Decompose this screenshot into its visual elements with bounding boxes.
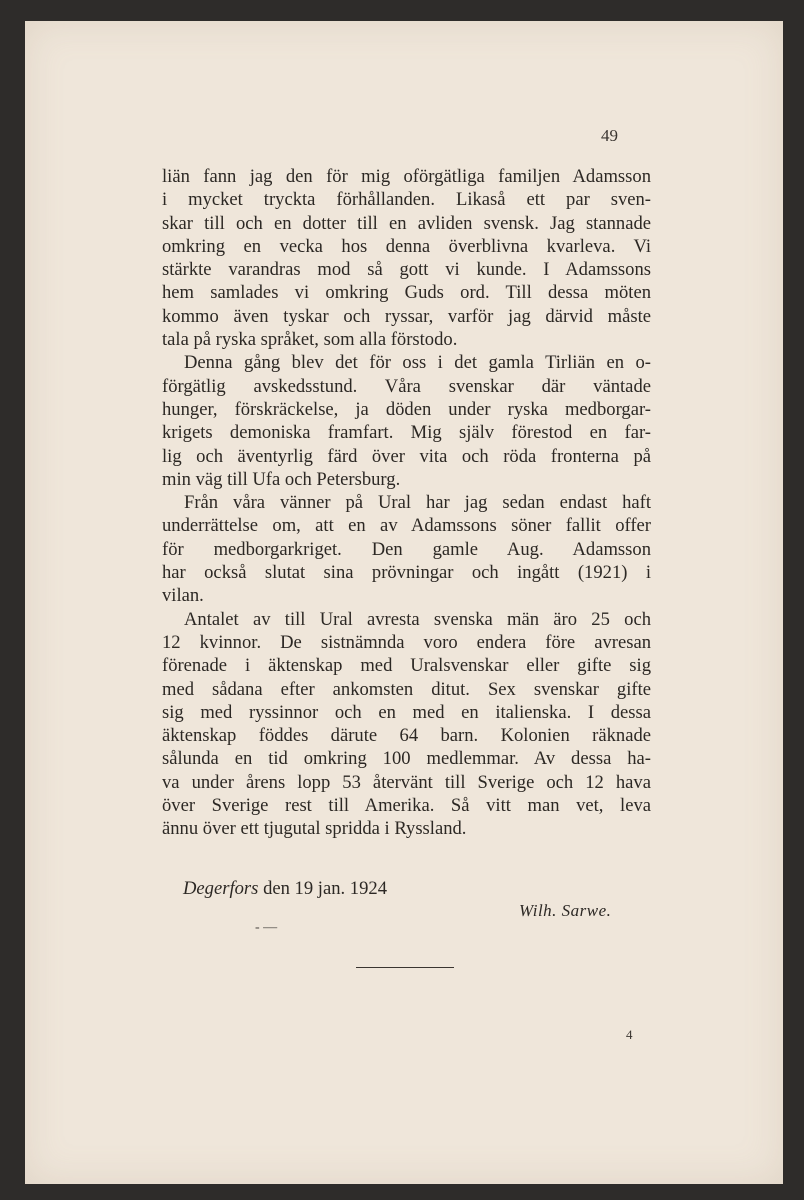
- paragraph: [162, 608, 651, 841]
- text-line: Denna gång blev det för oss i det gamla Tirliän en o-: [184, 352, 651, 374]
- text-line: vilan.: [162, 585, 204, 607]
- text-line: sig med ryssinnor och en med en italienska. I dessa: [162, 701, 651, 723]
- page-number: 49: [601, 126, 618, 145]
- book-page: [25, 21, 783, 1184]
- paragraph: [162, 491, 651, 607]
- text-line: liän fann jag den för mig oförgätliga familjen Adamsson: [162, 166, 651, 187]
- text-line: har också slutat sina prövningar och ingått (1921) i: [162, 562, 651, 584]
- text-line: krigets demoniska framfart. Mig själv förestod en far-: [162, 422, 651, 444]
- printer-signature-mark: 4: [626, 1027, 633, 1042]
- stray-dash-mark: - —: [255, 920, 278, 935]
- text-line: underrättelse om, att en av Adamssons söner fallit offer: [162, 515, 651, 537]
- dateline: [183, 878, 387, 900]
- paragraph: [162, 165, 651, 351]
- closing-rule: [356, 967, 454, 968]
- text-line: Från våra vänner på Ural har jag sedan endast haft: [184, 492, 651, 514]
- paragraph: [162, 351, 651, 491]
- text-line: min väg till Ufa och Petersburg.: [162, 468, 401, 490]
- text-line: lig och äventyrlig färd över vita och röda fronterna på: [162, 445, 651, 467]
- text-line: skar till och en dotter till en avliden svensk. Jag stannade: [162, 212, 651, 234]
- text-line: ännu över ett tjugutal spridda i Ryssland.: [162, 818, 467, 840]
- text-line: tala på ryska språket, som alla förstodo.: [162, 329, 458, 351]
- text-line: 12 kvinnor. De sistnämnda voro endera före avresan: [162, 631, 651, 653]
- text-line: förgätlig avskedsstund. Våra svenskar där väntade: [162, 375, 651, 397]
- text-line: kommo även tyskar och ryssar, varför jag därvid måste: [162, 305, 651, 327]
- body-text: [162, 165, 651, 841]
- dateline-place: Degerfors: [183, 878, 259, 899]
- text-line: i mycket tryckta förhållanden. Likaså ett par sven-: [162, 189, 651, 211]
- text-line: med sådana efter ankomsten ditut. Sex svenskar gifte: [162, 678, 651, 700]
- text-line: Antalet av till Ural avresta svenska män äro 25 och: [184, 608, 651, 630]
- text-line: hem samlades vi omkring Guds ord. Till dessa möten: [162, 282, 651, 304]
- text-line: va under årens lopp 53 återvänt till Sverige och 12 hava: [162, 771, 651, 793]
- text-line: förenade i äktenskap med Uralsvenskar eller gifte sig: [162, 655, 651, 677]
- text-line: sålunda en tid omkring 100 medlemmar. Av dessa ha-: [162, 748, 651, 770]
- dateline-date: den 19 jan. 1924: [263, 878, 387, 899]
- author-signature: Wilh. Sarwe.: [519, 901, 612, 920]
- text-line: över Sverige rest till Amerika. Så vitt man vet, leva: [162, 795, 651, 817]
- text-line: för medborgarkriget. Den gamle Aug. Adamsson: [162, 538, 651, 560]
- text-line: hunger, förskräckelse, ja döden under ryska medborgar-: [162, 398, 651, 420]
- text-line: äktenskap föddes därute 64 barn. Kolonien räknade: [162, 725, 651, 747]
- text-line: omkring en vecka hos denna överblivna kvarleva. Vi: [162, 235, 651, 257]
- text-line: stärkte varandras mod så gott vi kunde. I Adamssons: [162, 259, 651, 281]
